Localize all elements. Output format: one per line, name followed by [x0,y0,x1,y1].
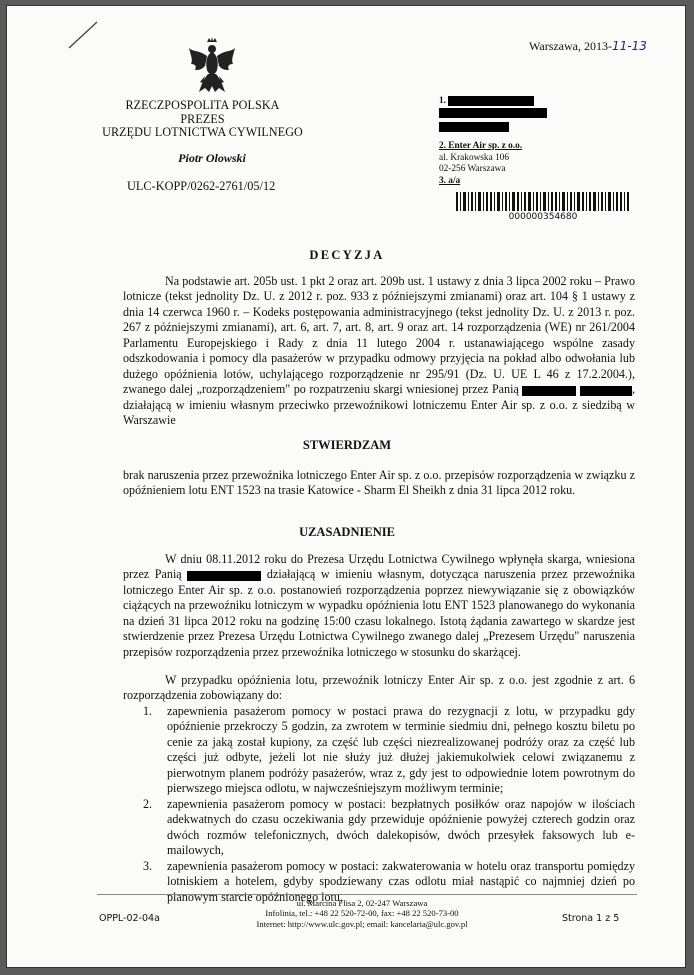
finding-paragraph: brak naruszenia przez przewoźnika lotniczego Enter Air sp. z o.o. przepisów rozporządzenia w związku z opóźnieniem lotu ENT 1523 na trasie Katowice - Sharm El Sheikh z dnia 31 lipca 2012 roku. [123,468,635,498]
stwierdzam-heading: STWIERDZAM [302,438,392,452]
recipient-2 [439,141,639,153]
list-item-number: 2. [143,796,153,811]
redaction-box [439,122,509,132]
legal-basis-text-continued: , działającą w imieniu własnym przeciwko przewoźnikowi lotniczemu Enter Air sp. z o.o. z siedzibą w Warszawie [123,382,635,428]
justification-text: W dniu 08.11.2012 roku do Prezesa Urzędu Lotnictwa Cywilnego wpłynęła skarga, wniesiona przez Panią [123,552,635,582]
redaction-box [580,386,632,396]
legal-basis-paragraph [123,274,635,429]
place-date-prefix: Warszawa, 2013- [529,39,612,53]
recipient-2-street: al. Krakowska 106 [439,152,509,163]
barcode [456,192,629,211]
header-line-president: PREZES [180,111,225,126]
pen-stroke-mark [67,20,99,50]
redaction-box [187,571,261,581]
recipient-1-redacted-line [439,108,639,123]
list-item [123,797,635,859]
decision-title: DECYZJA [309,248,385,262]
recipient-3 [439,176,639,188]
list-item-text: zapewnienia pasażerom pomocy w postaci: zakwaterowania w hotelu oraz transportu pomiędzy lotniskiem a hotelem, gdyby spodziewany czas odlotu miał nastąpić co najmniej dzień po planowym starcie opóźnionego lotu, [167,858,635,904]
recipient-1 [439,96,639,108]
office-contact [227,898,497,929]
page-number: Strona 1 z 5 [562,913,620,924]
barcode-number: 000000354680 [508,212,578,222]
office-phone-fax: Infolinia, tel.: +48 22 520-72-00, fax: +48 22 520-73-00 [265,908,459,919]
list-item-text: zapewnienia pasażerom pomocy w postaci: bezpłatnych posiłków oraz napojów w ilościach adekwatnych do czasu oczekiwania gdy przewiduje opóźnienie powyżej czterech godzin oraz dwóch rozmów telefonicznych, dwóch dalekopisów, dwóch przesyłek faksowych lub e-mailowych, [167,796,635,858]
document-page [6,5,686,968]
recipient-1-number: 1. [439,96,446,107]
recipient-1-redacted-line-2 [439,122,639,137]
justification-paragraph [123,552,635,660]
redaction-box [439,108,547,118]
list-item-number: 3. [143,858,153,873]
handwritten-date: 11-13 [612,39,647,53]
office-web-email: Internet: http://www.ulc.gov.pl; email: kancelaria@ulc.gov.pl [256,918,468,929]
header-line-office: URZĘDU LOTNICTWA CYWILNEGO [102,125,303,140]
footer-divider [97,894,637,895]
header-line-country: RZECZPOSPOLITA POLSKA [125,98,280,112]
issuer-header [100,99,305,140]
redaction-box [448,96,534,106]
office-address: ul. Marcina Flisa 2, 02-247 Warszawa [296,898,428,908]
list-item-number: 1. [143,704,153,718]
recipients-block [439,96,639,187]
uzasadnienie-heading: UZASADNIENIE [299,525,395,539]
legal-basis-text: Na podstawie art. 205b ust. 1 pkt 2 oraz art. 209b ust. 1 ustawy z dnia 3 lipca 2002 roku – Prawo lotnicze (tekst jednolity Dz. U. z 2012 r. poz. 933 z późniejszymi zmianami) oraz art. 104 § 1 ustawy z dnia 14 czerwca 1960 r. – Kodeks postępowania administracyjnego (tekst jednolity Dz. U. z 2013 r. poz. 267 z późniejszymi zmianami), art. 6, art. 7, art. 8, art. 9 oraz art. 14 rozporządzenia (WE) nr 261/2004 Parlamentu Europejskiego i Rady z dnia 11 lutego 2004 r. ustanawiającego wspólne zasady odszkodowania i pomocy dla pasażerów w przypadku odmowy przyjęcia na pokład albo odwołania lub dużego opóźnienia lotów, uchylającego rozporządzenie nr 295/91 (Dz. U. UE L 46 z 17.2.2004.), zwanego dalej „rozporządzeniem" po rozpatrzeniu skargi wniesionej przez Panią [123,274,635,397]
recipient-2-name: 2. Enter Air sp. z o.o. [439,140,523,151]
case-reference: ULC-KOPP/0262-2761/05/12 [127,179,276,193]
eagle-emblem-icon [187,36,237,96]
redaction-box [522,386,576,396]
recipient-2-city: 02-256 Warszawa [439,164,506,175]
recipient-3-label: 3. a/a [439,175,461,186]
delay-obligations-intro: W przypadku opóźnienia lotu, przewoźnik lotniczy Enter Air sp. z o.o. jest zgodnie z art. 6 rozporządzenia zobowiązany do: [123,673,635,703]
place-date [529,39,647,54]
obligations-list [123,704,635,905]
form-code: OPPL-02-04a [99,913,160,924]
list-item [123,704,635,797]
justification-text-continued: działającą w imieniu własnym, dotycząca naruszenia przez przewoźnika lotniczego Enter Air sp. z o.o. postanowień rozporządzenia poprzez niewywiązanie się z obowiązków ciążących na przewoźniku lotniczym w wypadku opóźnienia lotu ENT 1523 planowanego do wykonania na dzień 31 lipca 2012 roku na godzinę 15:00 czasu lokalnego. Istotą żądania zawartego w skardze jest stwierdzenie przez Prezesa Urzędu Lotnictwa Cywilnego zwanego dalej „Prezesem Urzędu" naruszenia przepisów rozporządzenia przez przewoźnika lotniczego w stosunku do skarżącej. [123,567,635,659]
list-item-text: zapewnienia pasażerom pomocy w postaci prawa do rezygnacji z lotu, w przypadku gdy opóźnienie przekroczy 5 godzin, za zwrotem w terminie siedmiu dni, pełnego kosztu biletu po cenie za jaką został kupiony, za część lub części niezrealizowanej podróży oraz za część lub części już odbyte, jeżeli lot nie służy już dłużej jakiemukolwiek celowi związanemu z pierwotnym planem podróży pasażerów, wraz z, gdy jest to odpowiednie lotem powrotnym do pierwszego miejsca odlotu, w najwcześniejszym możliwym terminie; [167,704,635,796]
signatory-name: Piotr Olowski [178,151,246,165]
